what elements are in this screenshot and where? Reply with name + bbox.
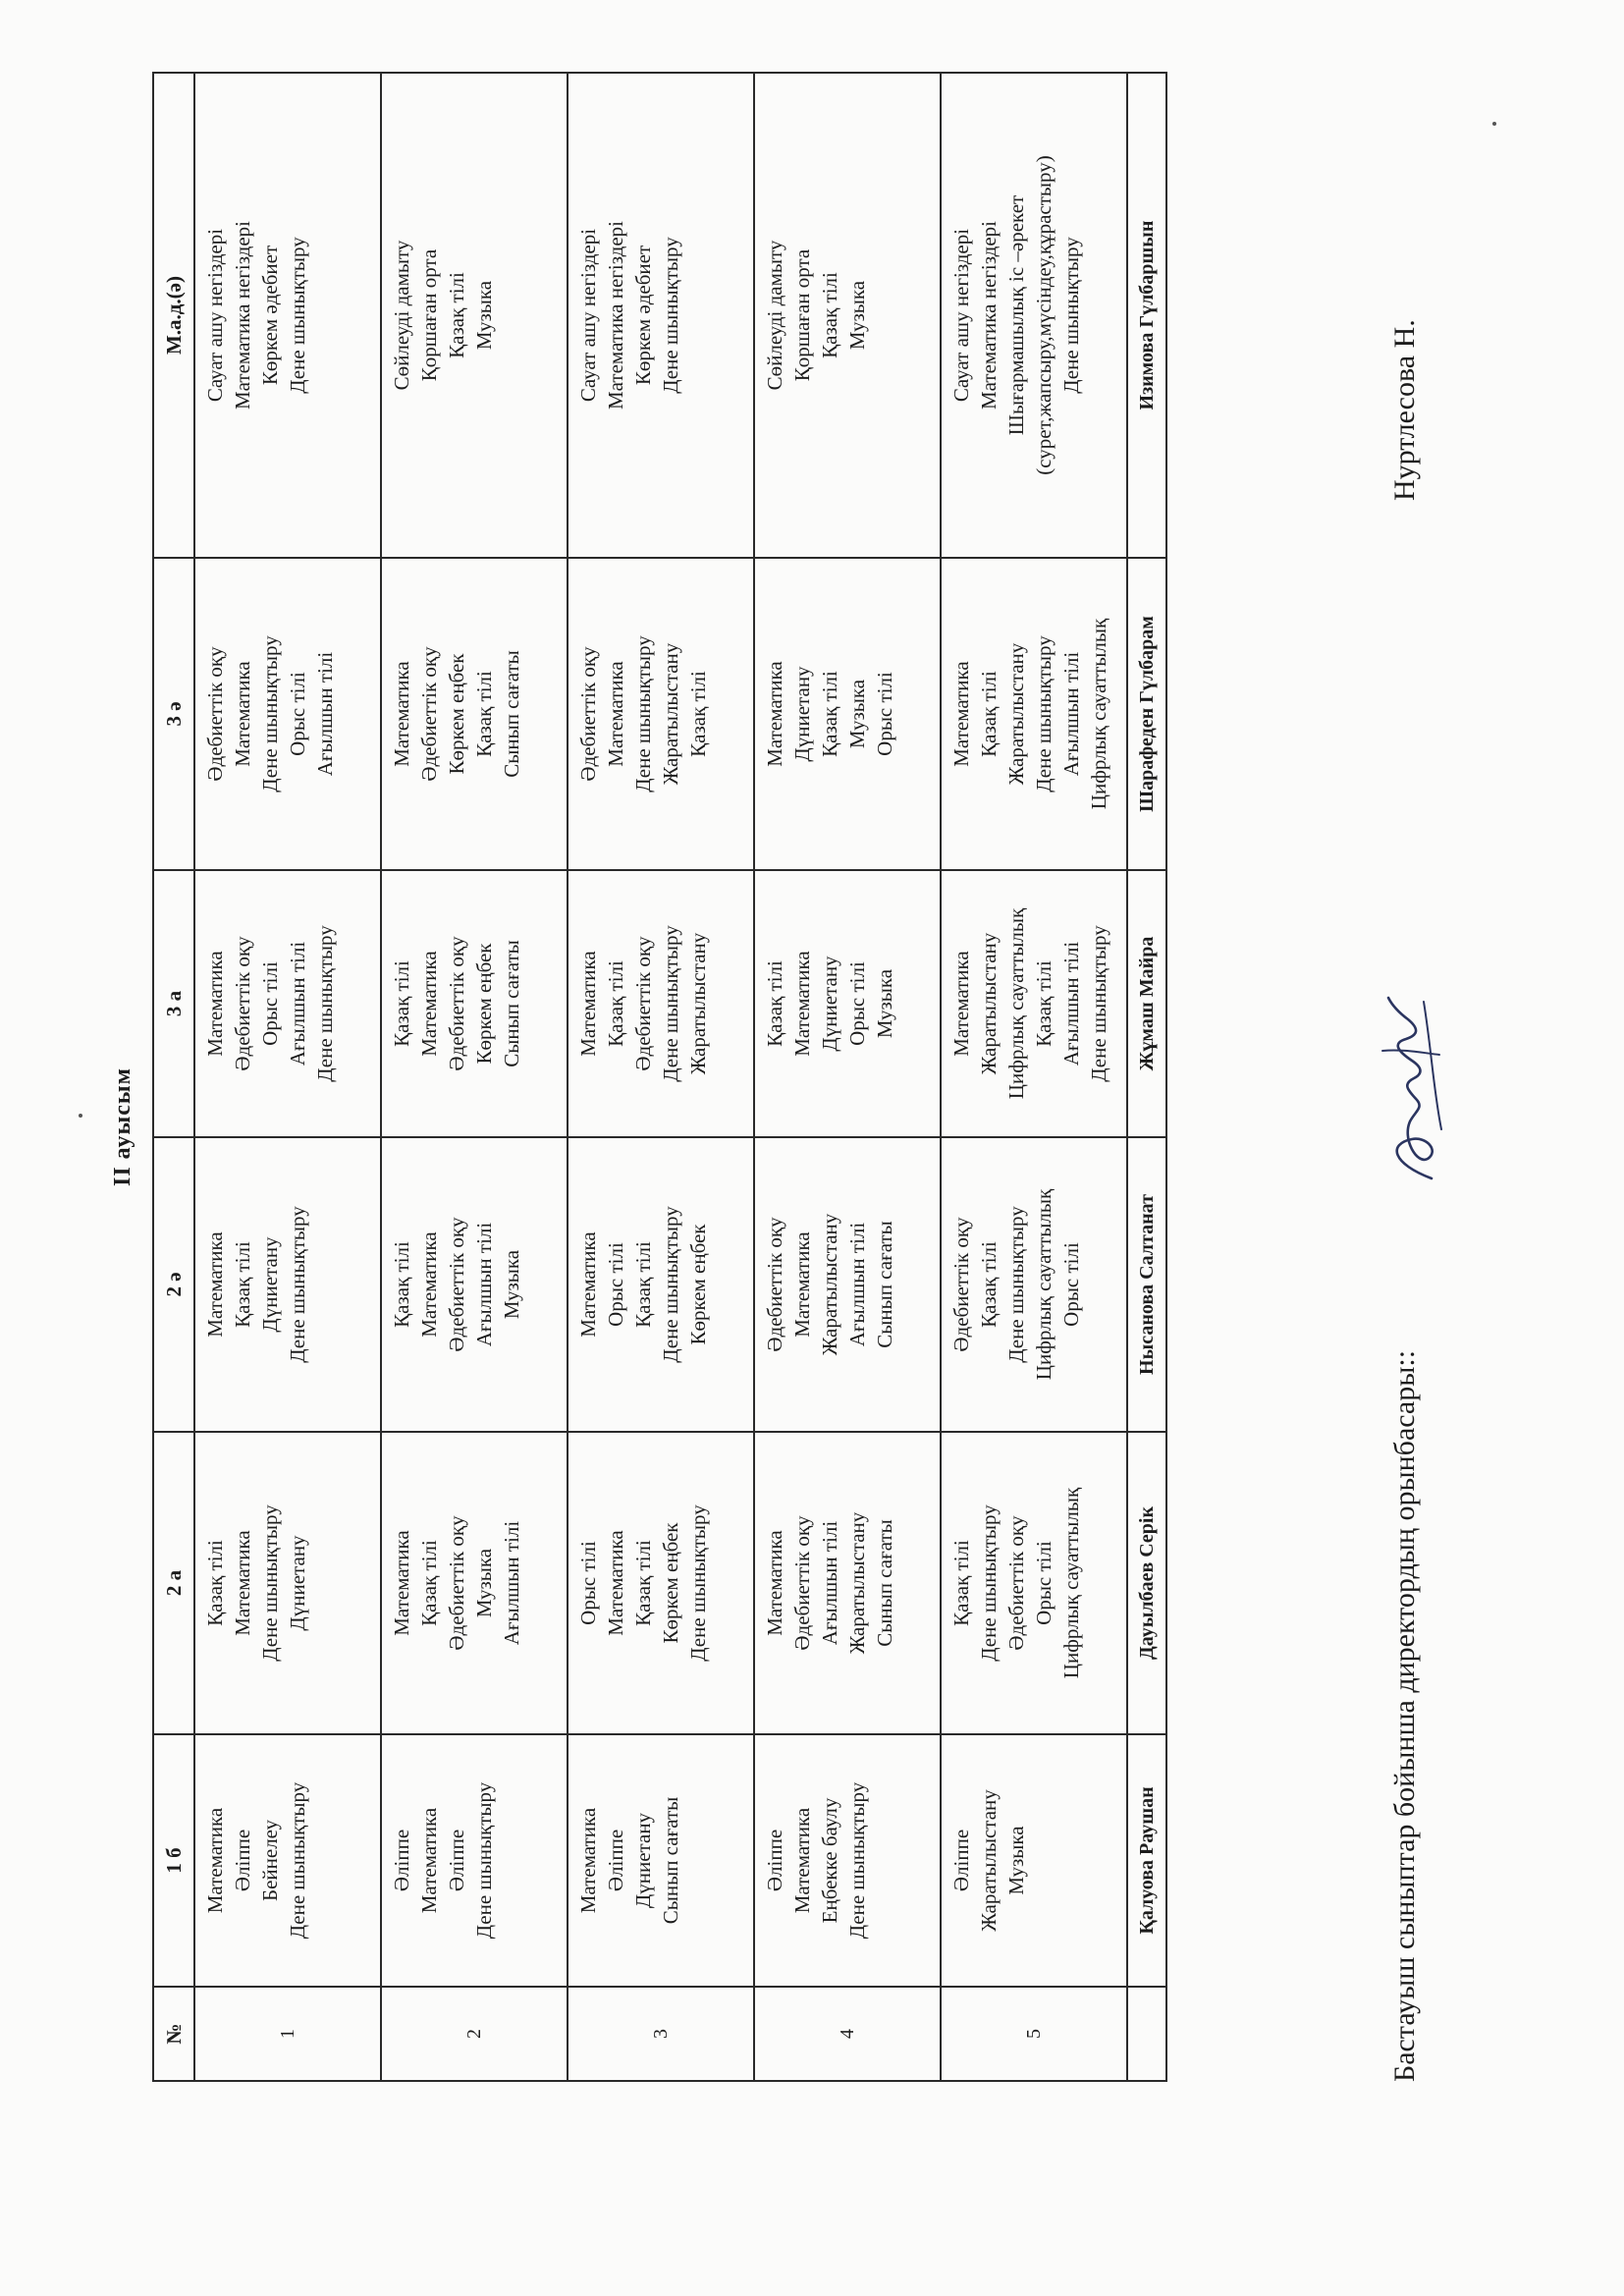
lesson-name: Дене шынықтыру <box>472 1781 496 1940</box>
lesson-name: Қазақ тілі <box>472 671 496 757</box>
lesson-name: Ағылшын тілі <box>1059 941 1083 1066</box>
lesson-cell <box>194 870 381 1137</box>
lesson-name: Әдебиеттік оқу <box>576 646 600 782</box>
lesson-name: Дүниетану <box>790 666 814 762</box>
lesson-name: Қазақ тілі <box>203 1540 227 1626</box>
lesson-name: Әдебиеттік оқу <box>949 1217 973 1352</box>
lesson-name: Сынып сағаты <box>659 1796 682 1925</box>
lesson-name: Ағылшын тілі <box>472 1222 496 1347</box>
row-number: 3 <box>568 1987 754 2081</box>
lesson-name: Көркем еңбек <box>445 653 468 775</box>
lesson-name: Дүниетану <box>818 956 841 1052</box>
lesson-name: Цифрлық сауаттылық <box>1004 907 1028 1100</box>
lesson-name: Қазақ тілі <box>231 1241 254 1328</box>
deputy-director-label: Бастауыш сыныптар бойынша директордың орынбасары:: <box>1388 1349 1421 2082</box>
lesson-cell <box>381 1137 568 1432</box>
lesson-name: Жаратылыстану <box>818 1213 841 1356</box>
lesson-name: Қазақ тілі <box>604 960 627 1047</box>
row-number: 2 <box>381 1987 568 2081</box>
schedule-row <box>194 73 381 2081</box>
lesson-name: Математика <box>576 1807 600 1914</box>
lesson-name: Ағылшын тілі <box>818 1520 841 1646</box>
schedule-row <box>754 73 941 2081</box>
lesson-name: Еңбекке баулу <box>818 1797 841 1924</box>
lesson-name: Математика <box>604 661 627 767</box>
lesson-name: Дүниетану <box>286 1535 309 1631</box>
lesson-name: Сауат ашу негіздері <box>203 228 227 403</box>
lesson-name: Цифрлық сауаттылық <box>1087 618 1110 810</box>
lesson-name: Математика негіздері <box>231 221 254 410</box>
lesson-name: Дене шынықтыру <box>1004 1206 1028 1363</box>
lesson-name: Дене шынықтыру <box>659 925 682 1082</box>
lesson-name: Орыс тілі <box>576 1541 600 1625</box>
lesson-name: Математика <box>203 951 227 1057</box>
lesson-name: Музыка <box>845 280 869 351</box>
lesson-name: Математика <box>390 1530 413 1636</box>
lesson-name: Қазақ тілі <box>763 960 786 1047</box>
lesson-name: Математика <box>949 661 973 767</box>
lesson-name: Математика <box>231 661 254 767</box>
lesson-name: Сауат ашу негіздері <box>949 228 973 403</box>
lesson-name: Дене шынықтыру <box>286 1781 309 1940</box>
lesson-cell <box>194 1734 381 1987</box>
lesson-name: Дене шынықтыру <box>258 1504 282 1662</box>
lesson-cell <box>568 73 754 558</box>
lesson-cell <box>194 73 381 558</box>
footer <box>1363 74 1451 2082</box>
lesson-name: Математика <box>203 1231 227 1338</box>
scan-speck <box>79 1114 82 1118</box>
lesson-name: Математика <box>949 951 973 1057</box>
lesson-name: Қазақ тілі <box>686 671 710 757</box>
lesson-name: Дене шынықтыру <box>659 237 682 394</box>
lesson-name: Музыка <box>873 968 896 1039</box>
lesson-name: Музыка <box>472 1548 496 1618</box>
lesson-name: Қазақ тілі <box>818 272 841 358</box>
lesson-name: Жаратылыстану <box>977 932 1001 1075</box>
lesson-name: Әдебиеттік оқу <box>1004 1515 1028 1651</box>
lesson-cell <box>568 1432 754 1734</box>
teacher-name: Жұмаш Майра <box>1127 870 1166 1137</box>
lesson-name: Көркем әдебиет <box>258 245 282 386</box>
lesson-name: Әдебиеттік оқу <box>445 936 468 1071</box>
lesson-name: Математика <box>763 1530 786 1636</box>
lesson-name: Сөйлеуді дамыту <box>390 240 413 391</box>
lesson-cell <box>381 558 568 870</box>
lesson-name: Әдебиеттік оқу <box>763 1217 786 1352</box>
deputy-director-name: Нуртлесова Н. <box>1388 319 1421 501</box>
header-row <box>153 73 194 2081</box>
lesson-name: Дүниетану <box>631 1812 655 1909</box>
lesson-name: Орыс тілі <box>845 961 869 1046</box>
lesson-name: Қазақ тілі <box>390 1241 413 1328</box>
lesson-name: Әдебиеттік оқу <box>203 646 227 782</box>
teacher-name: Қалуова Раушан <box>1127 1734 1166 1987</box>
lesson-name: Математика <box>576 951 600 1057</box>
lesson-name: Қазақ тілі <box>818 671 841 757</box>
lesson-name: Әдебиеттік оқу <box>445 1515 468 1651</box>
lesson-cell <box>194 1432 381 1734</box>
header-class-mad: М.а.д.(ә) <box>153 73 194 558</box>
lesson-cell <box>381 870 568 1137</box>
schedule-row <box>941 73 1127 2081</box>
header-class-2e: 2 ә <box>153 1137 194 1432</box>
header-number: № <box>153 1987 194 2081</box>
teacher-name: Дауылбаев Серік <box>1127 1432 1166 1734</box>
header-class-3a: 3 а <box>153 870 194 1137</box>
teacher-name: Нысанова Салтанат <box>1127 1137 1166 1432</box>
lesson-name: Қазақ тілі <box>631 1241 655 1328</box>
lesson-name: Шығармашылық іс –әрекет <box>1004 194 1028 436</box>
lesson-name: Қазақ тілі <box>977 671 1001 757</box>
lesson-name: Көркем еңбек <box>472 943 496 1065</box>
teacher-row-blank <box>1127 1987 1166 2081</box>
lesson-name: Математика <box>790 951 814 1057</box>
schedule-table <box>152 72 1167 2082</box>
lesson-name: Орыс тілі <box>873 672 896 756</box>
lesson-name: Дене шынықтыру <box>631 635 655 793</box>
lesson-name: Әліппе <box>604 1829 627 1892</box>
lesson-name: Әліппе <box>445 1829 468 1892</box>
lesson-name: Ағылшын тілі <box>286 941 309 1066</box>
lesson-name: Математика <box>390 661 413 767</box>
teacher-row <box>1127 73 1166 2081</box>
lesson-cell <box>754 558 941 870</box>
lesson-name: Көркем әдебиет <box>631 245 655 386</box>
lesson-name: Цифрлық сауаттылық <box>1032 1188 1056 1381</box>
lesson-cell <box>381 1432 568 1734</box>
lesson-name: Жаратылыстану <box>845 1511 869 1655</box>
lesson-name: Дене шынықтыру <box>1059 237 1083 394</box>
lesson-name: Жаратылыстану <box>977 1789 1001 1932</box>
lesson-cell <box>194 558 381 870</box>
lesson-name: Әліппе <box>763 1829 786 1892</box>
lesson-name: Бейнелеу <box>258 1820 282 1901</box>
lesson-name: Дене шынықтыру <box>845 1781 869 1940</box>
lesson-name: Дене шынықтыру <box>1087 925 1110 1082</box>
lesson-cell <box>568 1734 754 1987</box>
lesson-name: Ағылшын тілі <box>1059 651 1083 777</box>
lesson-name: Жаратылыстану <box>686 932 710 1075</box>
lesson-name: Сынып сағаты <box>500 940 523 1067</box>
header-class-2a: 2 а <box>153 1432 194 1734</box>
lesson-name: Дүниетану <box>258 1236 282 1333</box>
lesson-cell <box>941 1432 1127 1734</box>
lesson-name: Дене шынықтыру <box>258 635 282 793</box>
lesson-cell <box>194 1137 381 1432</box>
lesson-name: Математика <box>417 1231 441 1338</box>
lesson-name: Орыс тілі <box>286 672 309 756</box>
lesson-name: Әліппе <box>949 1829 973 1892</box>
lesson-name: Көркем еңбек <box>659 1522 682 1644</box>
lesson-name: Дене шынықтыру <box>659 1206 682 1363</box>
lesson-name: Қазақ тілі <box>1032 960 1056 1047</box>
lesson-cell <box>941 73 1127 558</box>
teacher-name: Изимова Гүлбаршын <box>1127 73 1166 558</box>
lesson-name: Математика негіздері <box>604 221 627 410</box>
lesson-name: Дене шынықтыру <box>977 1504 1001 1662</box>
lesson-cell <box>941 558 1127 870</box>
schedule-row <box>381 73 568 2081</box>
lesson-name: Көркем еңбек <box>686 1224 710 1345</box>
lesson-cell <box>381 73 568 558</box>
lesson-name: Әдебиеттік оқу <box>631 936 655 1071</box>
lesson-name: Жаратылыстану <box>659 642 682 786</box>
lesson-name: Қоршаған орта <box>790 248 814 382</box>
lesson-name: Математика <box>790 1231 814 1338</box>
lesson-name: Математика <box>790 1807 814 1914</box>
lesson-name: Қазақ тілі <box>949 1540 973 1626</box>
lesson-name: Әдебиеттік оқу <box>445 1217 468 1352</box>
lesson-name: Математика негіздері <box>977 221 1001 410</box>
lesson-name: Дене шынықтыру <box>313 925 337 1082</box>
lesson-name: Қазақ тілі <box>631 1540 655 1626</box>
lesson-cell <box>568 870 754 1137</box>
lesson-cell <box>568 558 754 870</box>
lesson-cell <box>941 1137 1127 1432</box>
lesson-name: Әліппе <box>390 1829 413 1892</box>
teacher-name: Шарафеден Гүлбарам <box>1127 558 1166 870</box>
lesson-name: Әліппе <box>231 1829 254 1892</box>
lesson-name: Музыка <box>472 280 496 351</box>
lesson-name: Орыс тілі <box>1059 1242 1083 1327</box>
lesson-cell <box>568 1137 754 1432</box>
lesson-name: Орыс тілі <box>258 961 282 1046</box>
lesson-name: Қоршаған орта <box>417 248 441 382</box>
lesson-cell <box>754 1734 941 1987</box>
lesson-cell <box>754 73 941 558</box>
lesson-name: Математика <box>604 1530 627 1636</box>
lesson-name: (сурет,жапсыру,мүсіндеу,құрастыру) <box>1032 155 1056 475</box>
row-number: 5 <box>941 1987 1127 2081</box>
lesson-name: Жаратылыстану <box>1004 642 1028 786</box>
lesson-cell <box>754 1137 941 1432</box>
lesson-name: Орыс тілі <box>1032 1541 1056 1625</box>
lesson-name: Орыс тілі <box>604 1242 627 1327</box>
lesson-name: Ағылшын тілі <box>500 1520 523 1646</box>
lesson-name: Сынып сағаты <box>873 1519 896 1647</box>
lesson-name: Сауат ашу негіздері <box>576 228 600 403</box>
lesson-name: Музыка <box>1004 1826 1028 1895</box>
lesson-cell <box>941 870 1127 1137</box>
lesson-name: Әдебиеттік оқу <box>790 1515 814 1651</box>
lesson-name: Дене шынықтыру <box>1032 635 1056 793</box>
lesson-name: Математика <box>203 1807 227 1914</box>
row-number: 4 <box>754 1987 941 2081</box>
signature-image <box>1363 982 1456 1198</box>
schedule-body <box>194 73 1166 2081</box>
lesson-name: Ағылшын тілі <box>845 1222 869 1347</box>
lesson-name: Дене шынықтыру <box>286 1206 309 1363</box>
header-class-3e: 3 ә <box>153 558 194 870</box>
lesson-name: Музыка <box>845 679 869 749</box>
lesson-name: Математика <box>576 1231 600 1338</box>
lesson-name: Қазақ тілі <box>445 272 468 358</box>
lesson-cell <box>941 1734 1127 1987</box>
lesson-name: Цифрлық сауаттылық <box>1059 1487 1083 1679</box>
lesson-name: Дене шынықтыру <box>286 237 309 394</box>
shift-title: II ауысым <box>110 1067 135 1186</box>
lesson-name: Қазақ тілі <box>390 960 413 1047</box>
lesson-name: Математика <box>231 1530 254 1636</box>
lesson-name: Математика <box>763 661 786 767</box>
lesson-cell <box>754 1432 941 1734</box>
lesson-cell <box>381 1734 568 1987</box>
lesson-name: Дене шынықтыру <box>686 1504 710 1662</box>
lesson-name: Математика <box>417 1807 441 1914</box>
lesson-name: Әдебиеттік оқу <box>231 936 254 1071</box>
lesson-name: Сынып сағаты <box>873 1221 896 1348</box>
lesson-name: Қазақ тілі <box>977 1241 1001 1328</box>
lesson-name: Ағылшын тілі <box>313 651 337 777</box>
lesson-name: Әдебиеттік оқу <box>417 646 441 782</box>
lesson-name: Сөйлеуді дамыту <box>763 240 786 391</box>
header-class-1b: 1 б <box>153 1734 194 1987</box>
lesson-cell <box>754 870 941 1137</box>
lesson-name: Математика <box>417 951 441 1057</box>
scan-speck <box>1492 122 1496 126</box>
row-number: 1 <box>194 1987 381 2081</box>
lesson-name: Музыка <box>500 1249 523 1320</box>
schedule-row <box>568 73 754 2081</box>
lesson-name: Қазақ тілі <box>417 1540 441 1626</box>
lesson-name: Сынып сағаты <box>500 650 523 778</box>
